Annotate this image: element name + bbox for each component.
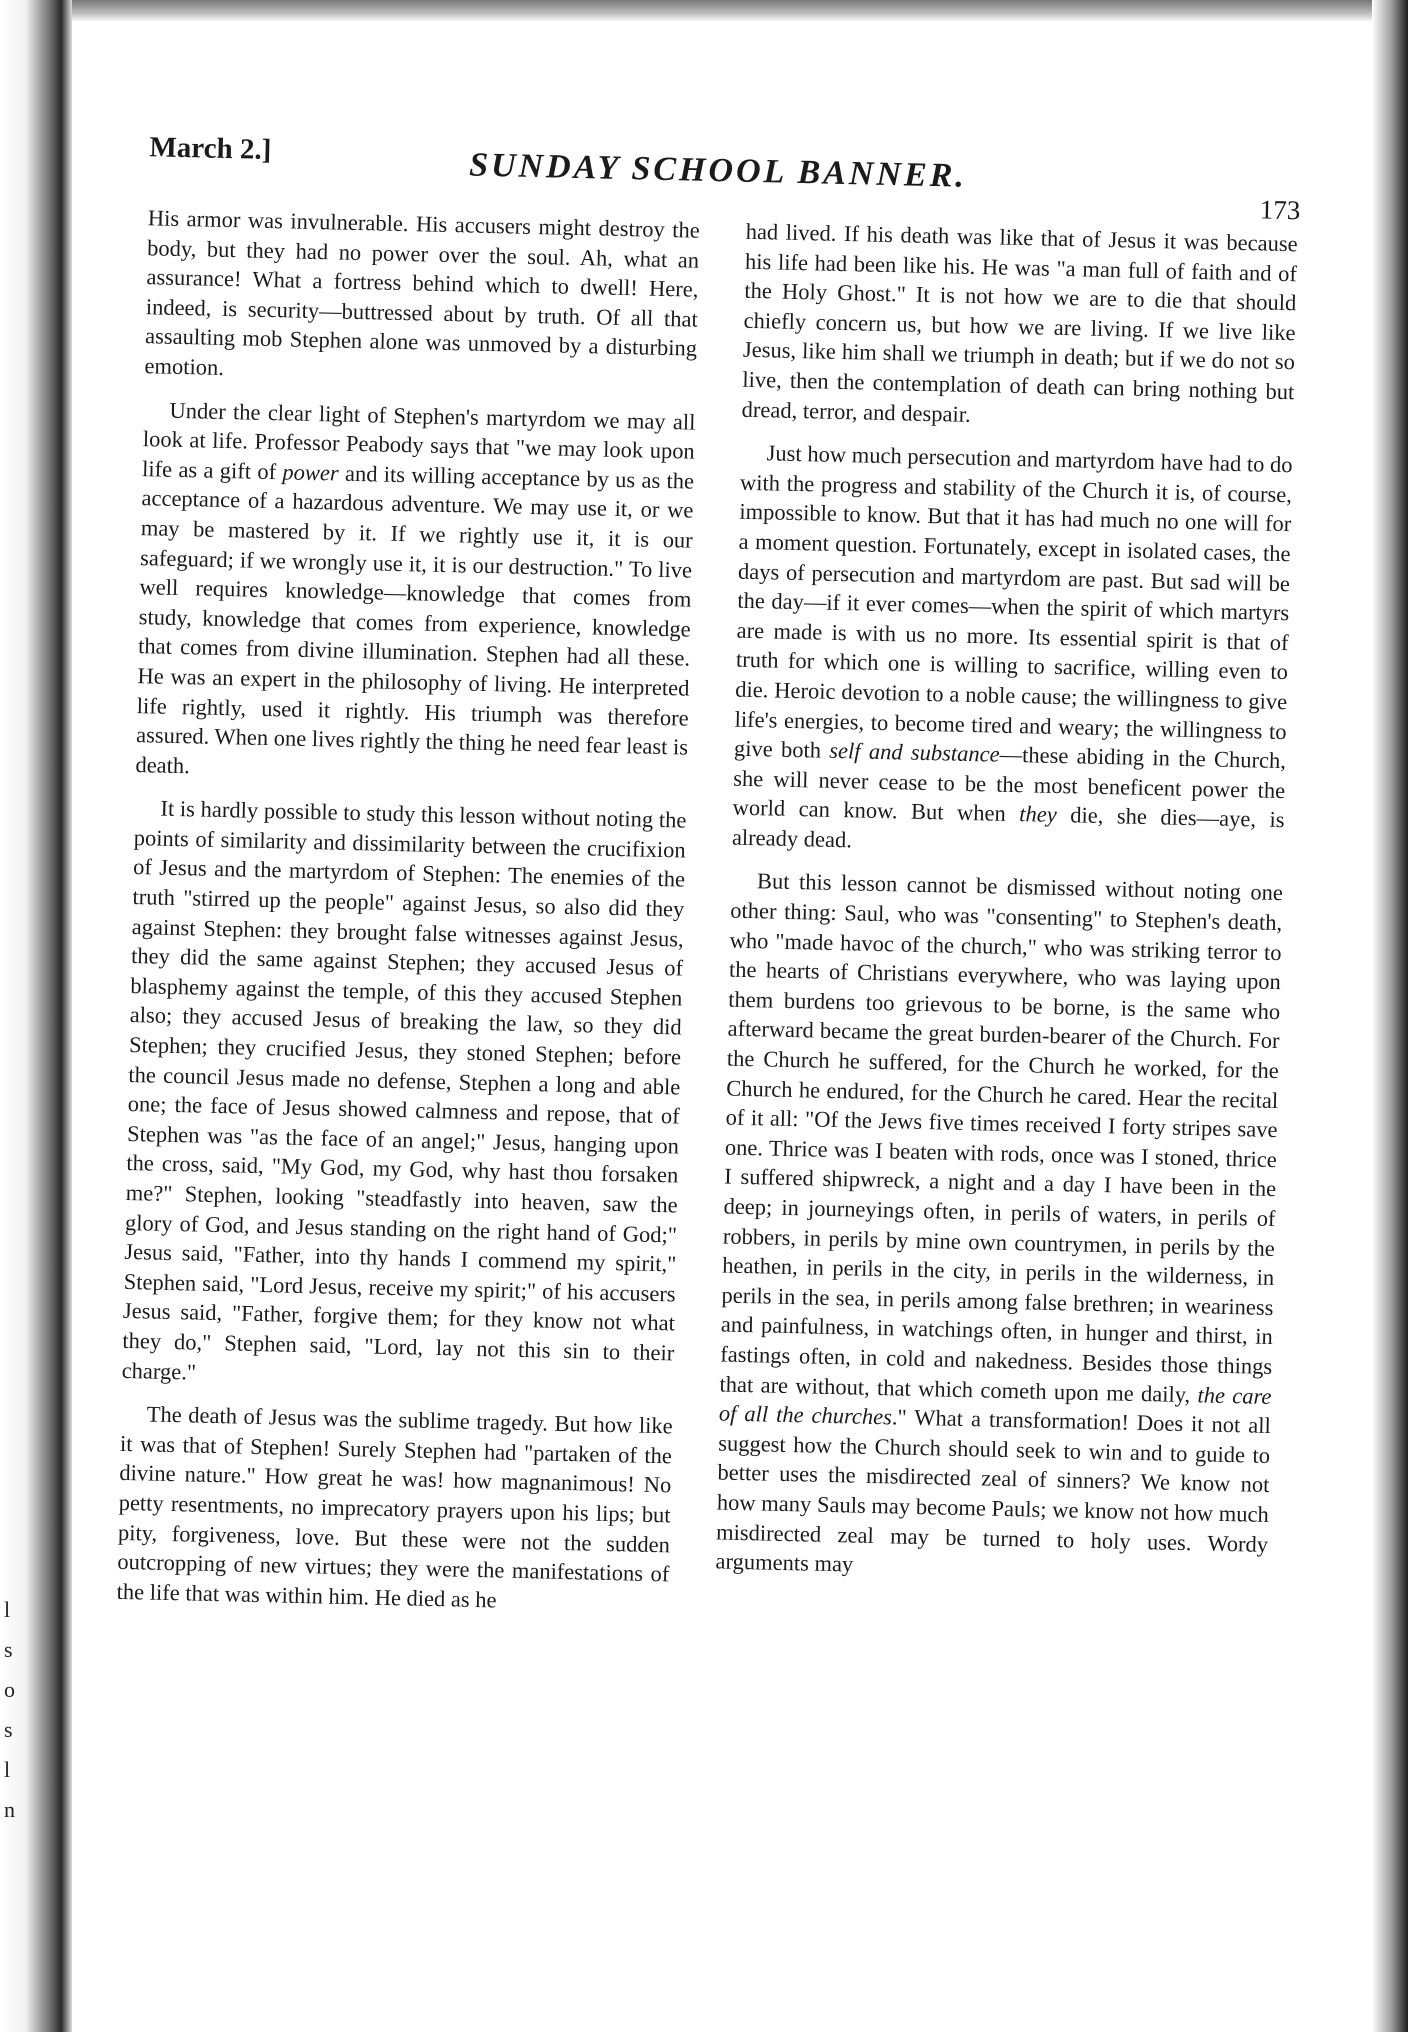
right-column: [714, 217, 1298, 1646]
margin-letter: o: [4, 1677, 15, 1702]
text-columns: [116, 203, 1298, 1646]
margin-letter: l: [4, 1757, 11, 1782]
text-run: —these abiding in the Church, she will never cease to be the most beneficent power the world can know. But when: [732, 741, 1287, 827]
film-edge-right: [1372, 0, 1408, 2032]
margin-letter: s: [4, 1717, 13, 1742]
magazine-page: [97, 125, 1309, 2031]
text-run: But this lesson cannot be dismissed without noting one other thing: Saul, who was "consenting" to Stephen's death, who "made havoc of the church," who was striking terror to the hearts of Christians everywhere, who was laying upon them burdens too grievous to be borne, is the same who afterward became the great burden-bearer of the Church. For the Church he suffered, for the Church he worked, for the Church he endured, for the Church he cared. Hear the recital of it all: "Of the Jews five times received I forty stripes save one. Thrice was I beaten with rods, once was I stoned, thrice I suffered shipwreck, a night and a day I have been in the deep; in journeyings often, in perils of waters, in perils of robbers, in perils by mine own countrymen, in perils by the heathen, in perils in the city, in perils in the wilderness, in perils in the sea, in perils among false brethren; in weariness and painfulness, in watchings often, in hunger and thirst, in fastings often, in cold and nakedness. Besides those things that are without, that which cometh upon me daily,: [719, 868, 1284, 1407]
text-run: die, she dies—aye, is already dead.: [731, 802, 1285, 853]
left-column: [116, 203, 700, 1632]
margin-letter: n: [4, 1797, 15, 1822]
paragraph: [732, 438, 1293, 865]
paragraph: had lived. If his death was like that of Jesus it was because his life had been like his. He was "a man full of faith and of the Holy Ghost." It is not how we are to die that should chiefly concern us, but how we are living. If we live like Jesus, like him shall we triumph in death; but if we do not so live, then the contemplation of death can bring nothing but dread, terror, and despair.: [741, 218, 1298, 427]
issue-date: March 2.]: [149, 131, 272, 166]
text-run: Under the clear light of Stephen's martyrdom we may all look at life. Professor Peabody says that "we may look upon life as a gift of: [141, 397, 696, 485]
paragraph: [715, 866, 1283, 1589]
page-number: 173: [1259, 194, 1301, 226]
italic-text: self and substance: [829, 737, 1000, 767]
margin-letter: l: [4, 1597, 11, 1622]
paragraph: His armor was invulnerable. His accusers might destroy the body, but they had no power over the soul. Ah, what an assurance! What a fortress behind which to dwell! Here, indeed, is security—buttressed about by truth. Of all that assaulting mob Stephen alone was unmoved by a disturbing emotion.: [144, 205, 701, 380]
text-run: ." What a transformation! Does it not all suggest how the Church should seek to win and to guide to better uses the misdirected zeal of sinners? We know not how many Sauls may become Pauls; we know not how much misdirected zeal may be turned to holy uses. Wordy arguments may: [715, 1404, 1272, 1577]
adjacent-page-margin-letters: [4, 1590, 22, 1830]
italic-text: power: [282, 459, 339, 486]
italic-text: they: [1019, 801, 1058, 828]
text-run: Just how much persecution and martyrdom have had to do with the progress and stability of the Church it is, of course, impossible to know. But that it has had much no one will for a moment question. Fortunately, except in isolated cases, the days of persecution and martyrdom are past. But sad will be the day—if it ever comes—when the spirit of which martyrs are made is with us no more. Its essential spirit is that of truth for which one is willing to sacrifice, willing even to die. Heroic devotion to a noble cause; the willingness to give life's energies, to become tired and weary; the willingness to give both: [733, 440, 1293, 763]
publication-title: SUNDAY SCHOOL BANNER.: [468, 146, 968, 195]
margin-letter: s: [4, 1637, 13, 1662]
italic-text: the care of all the churches: [718, 1381, 1272, 1430]
text-run: and its willing acceptance by us as the acceptance of a hazardous adventure. We may use it, or we may be mastered by it. If we rightly use it, it is our safeguard; if we wrongly use it, it is our destruction." To live well requires knowledge—knowledge that comes from study, knowledge that comes from experience, knowledge that comes from divine illumination. Stephen had all these. He was an expert in the philosophy of living. He interpreted life rightly, used it rightly. His triumph was therefore assured. When one lives rightly the thing he need fear least is death.: [135, 460, 695, 778]
paragraph: It is hardly possible to study this lesson without noting the points of similarity and dissimilarity between the crucifixion of Jesus and the martyrdom of Stephen: The enemies of the truth "stirred up the people" against Jesus, so also did they against Stephen: they brought false witnesses against Jesus, they did the same against Stephen; they accused Jesus of blasphemy against the temple, of this they accused Stephen also; they accused Jesus of breaking the law, so they did Stephen; they crucified Jesus, they stoned Stephen; before the council Jesus made no defense, Stephen a long and able one; the face of Jesus showed calmness and repose, that of Stephen was "as the face of an angel;" Jesus, hanging upon the cross, said, "My God, my God, why hast thou forsaken me?" Stephen, looking "steadfastly into heaven, saw the glory of God, and Jesus standing on the right hand of God;" Jesus said, "Father, into thy hands I commend my spirit," Stephen said, "Lord Jesus, receive my spirit;" of his accusers Jesus said, "Father, forgive them; for they know not what they do," Stephen said, "Lord, lay not this sin to their charge.": [121, 795, 687, 1385]
paragraph: [135, 395, 696, 792]
film-edge-top: [72, 0, 1408, 22]
paragraph: The death of Jesus was the sublime tragedy. But how like it was that of Stephen! Surely Stephen had "partaken of the divine nature." How great he was! how magnanimous! No petty resentments, no imprecatory prayers upon his lips; but pity, forgiveness, love. But these were not the sudden outcropping of new virtues; they were the manifestations of the life that was within him. He died as he: [116, 1401, 673, 1613]
